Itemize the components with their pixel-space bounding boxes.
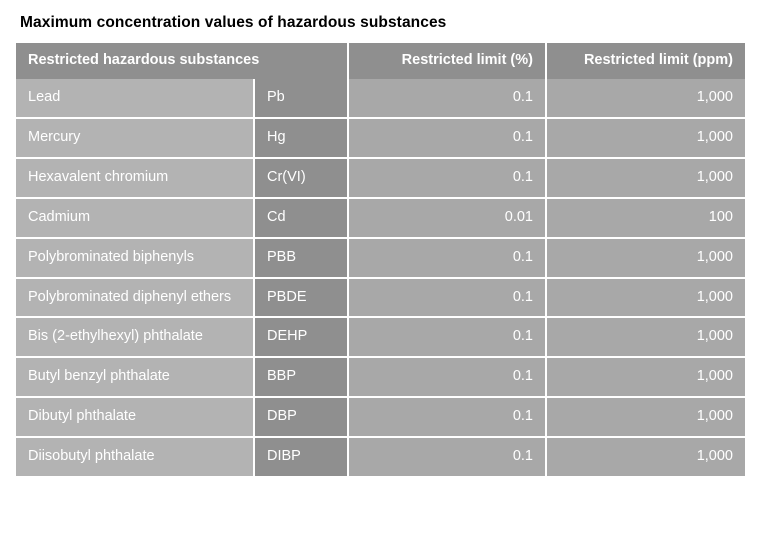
table-row [16, 357, 745, 397]
cell-substance: Hexavalent chromium [16, 158, 254, 198]
cell-percent: 0.1 [348, 118, 546, 158]
cell-symbol: DIBP [254, 437, 348, 476]
cell-percent: 0.1 [348, 278, 546, 318]
cell-ppm: 100 [546, 198, 745, 238]
cell-substance: Polybrominated diphenyl ethers [16, 278, 254, 318]
table-row [16, 158, 745, 198]
cell-symbol: DEHP [254, 317, 348, 357]
cell-substance: Cadmium [16, 198, 254, 238]
hazardous-substances-table [16, 43, 745, 476]
page-title: Maximum concentration values of hazardous substances [20, 14, 447, 31]
cell-percent: 0.01 [348, 198, 546, 238]
table-row [16, 437, 745, 476]
table-row [16, 79, 745, 118]
cell-ppm: 1,000 [546, 79, 745, 118]
column-header-substance: Restricted hazardous substances [16, 43, 348, 79]
cell-substance: Lead [16, 79, 254, 118]
cell-substance: Dibutyl phthalate [16, 397, 254, 437]
cell-symbol: Cr(VI) [254, 158, 348, 198]
cell-symbol: Pb [254, 79, 348, 118]
cell-substance: Polybrominated biphenyls [16, 238, 254, 278]
table-row [16, 278, 745, 318]
cell-percent: 0.1 [348, 158, 546, 198]
cell-substance: Diisobutyl phthalate [16, 437, 254, 476]
cell-percent: 0.1 [348, 317, 546, 357]
table-row [16, 397, 745, 437]
cell-ppm: 1,000 [546, 118, 745, 158]
cell-ppm: 1,000 [546, 158, 745, 198]
cell-symbol: PBB [254, 238, 348, 278]
column-header-ppm: Restricted limit (ppm) [546, 43, 745, 79]
table-row [16, 198, 745, 238]
cell-ppm: 1,000 [546, 397, 745, 437]
cell-percent: 0.1 [348, 238, 546, 278]
table-header-row [16, 43, 745, 79]
table-header [16, 43, 745, 79]
cell-symbol: Hg [254, 118, 348, 158]
table-row [16, 118, 745, 158]
cell-ppm: 1,000 [546, 437, 745, 476]
cell-symbol: Cd [254, 198, 348, 238]
cell-symbol: DBP [254, 397, 348, 437]
cell-ppm: 1,000 [546, 357, 745, 397]
cell-percent: 0.1 [348, 79, 546, 118]
cell-symbol: PBDE [254, 278, 348, 318]
cell-symbol: BBP [254, 357, 348, 397]
table-row [16, 317, 745, 357]
cell-substance: Butyl benzyl phthalate [16, 357, 254, 397]
cell-substance: Mercury [16, 118, 254, 158]
column-header-percent: Restricted limit (%) [348, 43, 546, 79]
cell-percent: 0.1 [348, 357, 546, 397]
cell-percent: 0.1 [348, 437, 546, 476]
table-row [16, 238, 745, 278]
cell-substance: Bis (2-ethylhexyl) phthalate [16, 317, 254, 357]
cell-percent: 0.1 [348, 397, 546, 437]
cell-ppm: 1,000 [546, 317, 745, 357]
cell-ppm: 1,000 [546, 278, 745, 318]
table-body [16, 79, 745, 475]
cell-ppm: 1,000 [546, 238, 745, 278]
